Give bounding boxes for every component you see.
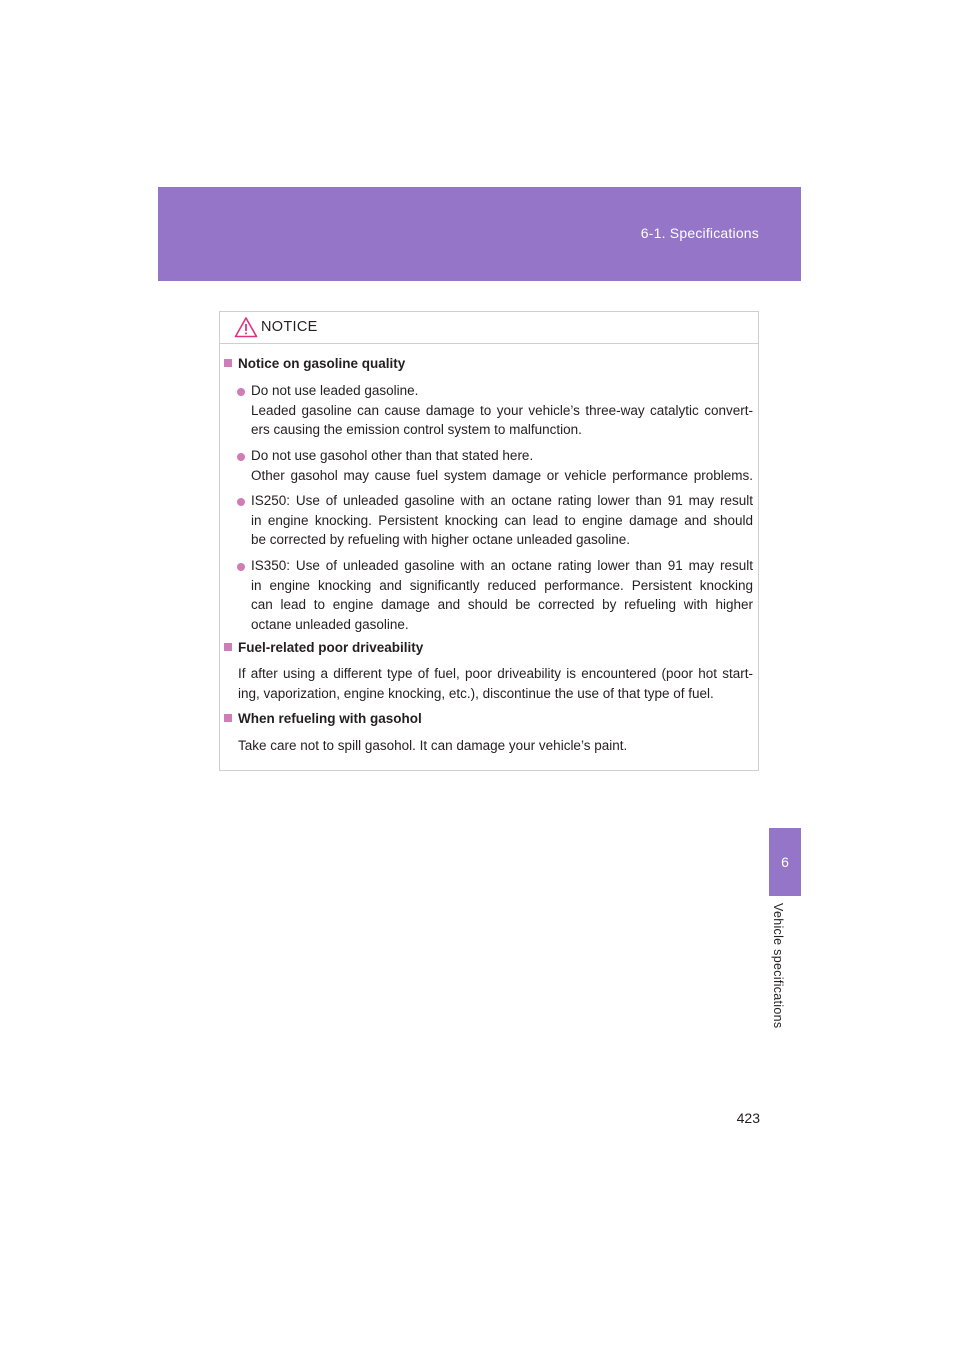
text-line: If after using a different type of fuel, poor driveability is encountered (poor hot start- [238,666,753,681]
text-line: Other gasohol may cause fuel system damage or vehicle performance problems. [251,467,753,483]
section-heading: Fuel-related poor driveability [224,640,423,655]
page-number: 423 [736,1110,760,1126]
chapter-number: 6 [781,854,789,870]
text-line: Take care not to spill gasohol. It can damage your vehicle’s paint. [238,738,628,753]
text-line: Do not use gasohol other than that stated here. [251,448,534,463]
section-title: 6-1. Specifications [640,225,759,241]
round-bullet-icon [237,498,245,506]
chapter-side-label-text: Vehicle specifications [771,903,785,1029]
text-line: IS350: Use of unleaded gasoline with an octane rating lower than 91 may result [251,558,753,573]
text-line: ers causing the emission control system to malfunction. [251,422,582,437]
notice-box [219,311,759,771]
square-bullet-icon [224,643,232,651]
text-line: be corrected by refueling with higher octane unleaded gasoline. [251,532,631,547]
chapter-side-label [771,840,785,1029]
notice-header [220,312,758,344]
text-line: Do not use leaded gasoline. [251,383,419,398]
notice-content [220,343,758,770]
text-line: in engine knocking and significantly reduced performance. Persistent knocking [251,577,753,593]
text-line: IS250: Use of unleaded gasoline with an octane rating lower than 91 may result [251,493,753,508]
text-line: in engine knocking. Persistent knocking can lead to engine damage and should [251,512,753,528]
text-line: ing, vaporization, engine knocking, etc.), discontinue the use of that type of fuel. [238,685,714,701]
round-bullet-icon [237,388,245,396]
warning-triangle-icon [234,316,258,338]
square-bullet-icon [224,714,232,722]
section-heading: When refueling with gasohol [224,711,422,726]
chapter-header-band [158,187,801,281]
square-bullet-icon [224,359,232,367]
round-bullet-icon [237,563,245,571]
notice-label: NOTICE [261,319,318,335]
round-bullet-icon [237,453,245,461]
text-line: can lead to engine damage and should be corrected by refueling with higher [251,597,753,612]
text-line: Leaded gasoline can cause damage to your vehicle’s three-way catalytic convert- [251,402,753,418]
section-heading: Notice on gasoline quality [224,356,405,371]
text-line: octane unleaded gasoline. [251,616,409,632]
